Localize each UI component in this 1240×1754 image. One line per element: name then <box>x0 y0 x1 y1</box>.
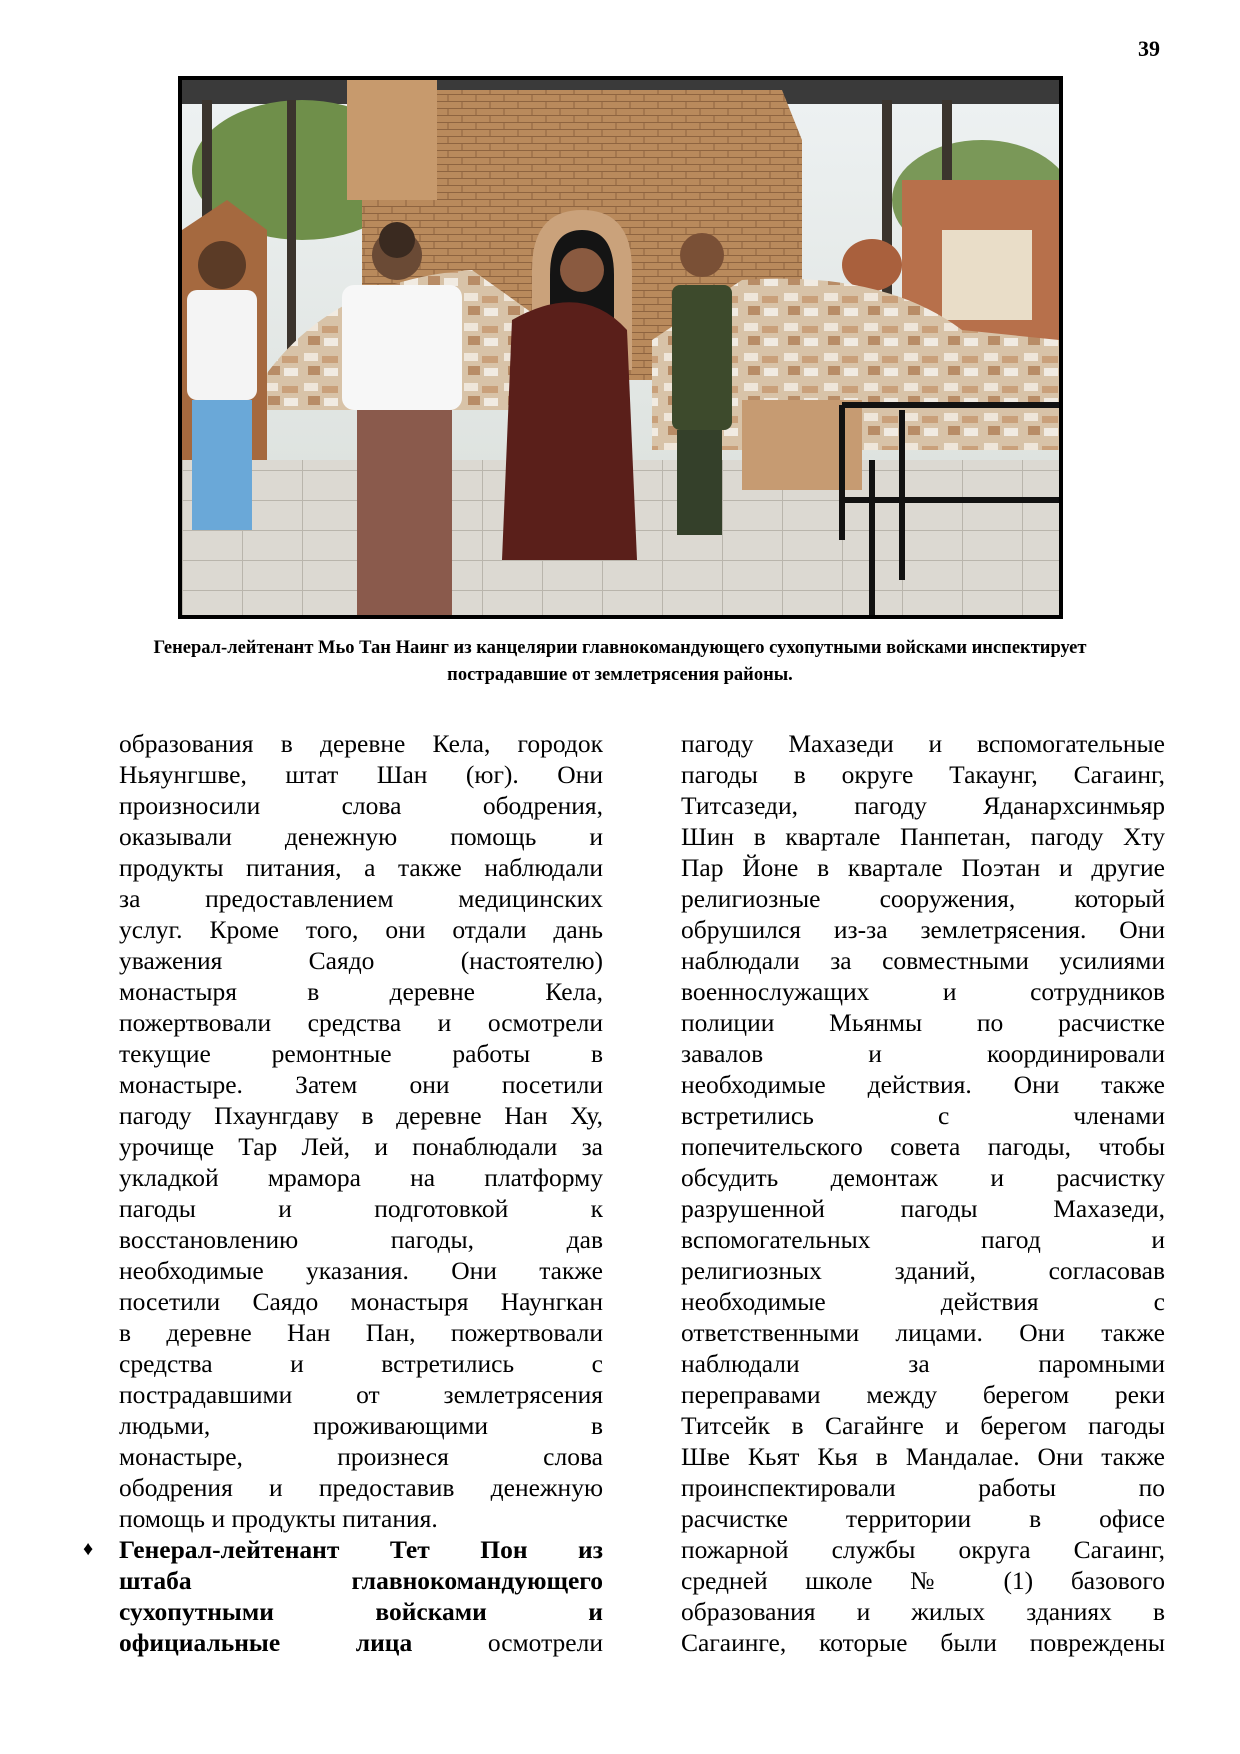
page-number: 39 <box>1138 36 1160 61</box>
text-line: пагоды в округе Такаунг, Сагаинг, <box>681 760 1165 789</box>
photo-earthquake-damaged-pagoda-icon <box>182 80 1059 615</box>
text-line: вспомогательных пагод и <box>681 1225 1165 1254</box>
text-line: ответственными лицами. Они также <box>681 1318 1165 1347</box>
bullet-line-2: штаба главнокомандующего <box>119 1566 603 1595</box>
text-line: пагоды и подготовкой к <box>119 1194 603 1223</box>
text-line: образования в деревне Кела, городок <box>119 729 603 758</box>
text-line: разрушенной пагоды Махазеди, <box>681 1194 1165 1223</box>
text-line: Титсазеди, пагоду Яданархсинмьяр <box>681 791 1165 820</box>
bullet-line-3: сухопутными войсками и <box>119 1597 603 1626</box>
text-line: пожарной службы округа Сагаинг, <box>681 1535 1165 1564</box>
text-line: уважения Саядо (настоятелю) <box>119 946 603 975</box>
text-line: обрушился из-за землетрясения. Они <box>681 915 1165 944</box>
text-line: необходимые действия с <box>681 1287 1165 1316</box>
bullet-line-4-normal: осмотрели <box>487 1628 603 1657</box>
text-line: урочище Тар Лей, и понаблюдали за <box>119 1132 603 1161</box>
text-line: продукты питания, а также наблюдали <box>119 853 603 882</box>
text-line: монастыре. Затем они посетили <box>119 1070 603 1099</box>
text-line: пострадавшими от землетрясения <box>119 1380 603 1409</box>
text-line: завалов и координировали <box>681 1039 1165 1068</box>
text-line: попечительского совета пагоды, чтобы <box>681 1132 1165 1161</box>
text-line: оказывали денежную помощь и <box>119 822 603 851</box>
text-line: Ньяунгшве, штат Шан (юг). Они <box>119 760 603 789</box>
text-line: услуг. Кроме того, они отдали дань <box>119 915 603 944</box>
text-line: ободрения и предоставив денежную <box>119 1473 603 1502</box>
text-line: за предоставлением медицинских <box>119 884 603 913</box>
text-line: Пар Йоне в квартале Поэтан и другие <box>681 853 1165 882</box>
text-line: восстановлению пагоды, дав <box>119 1225 603 1254</box>
text-line: обсудить демонтаж и расчистку <box>681 1163 1165 1192</box>
bullet-diamond-icon: ♦ <box>83 1538 94 1560</box>
text-line: наблюдали за паромными <box>681 1349 1165 1378</box>
text-line: монастыря в деревне Кела, <box>119 977 603 1006</box>
text-line: религиозных зданий, согласовав <box>681 1256 1165 1285</box>
text-line: пагоду Махазеди и вспомогательные <box>681 729 1165 758</box>
text-line: полиции Мьянмы по расчистке <box>681 1008 1165 1037</box>
text-line: в деревне Нан Пан, пожертвовали <box>119 1318 603 1347</box>
text-line: военнослужащих и сотрудников <box>681 977 1165 1006</box>
text-line: Шве Кьят Кья в Мандалае. Они также <box>681 1442 1165 1471</box>
text-line: Титсейк в Сагайнге и берегом пагоды <box>681 1411 1165 1440</box>
text-line: пагоду Пхаунгдаву в деревне Нан Ху, <box>119 1101 603 1130</box>
text-line: посетили Саядо монастыря Наунгкан <box>119 1287 603 1316</box>
text-line: монастыре, произнеся слова <box>119 1442 603 1471</box>
left-text-column <box>83 728 603 1658</box>
text-line: пожертвовали средства и осмотрели <box>119 1008 603 1037</box>
text-line: текущие ремонтные работы в <box>119 1039 603 1068</box>
text-line: средней школе № (1) базового <box>681 1566 1165 1595</box>
text-line: средства и встретились с <box>119 1349 603 1378</box>
text-line: необходимые указания. Они также <box>119 1256 603 1285</box>
news-photo <box>178 76 1063 619</box>
text-line: религиозные сооружения, который <box>681 884 1165 913</box>
text-line: переправами между берегом реки <box>681 1380 1165 1409</box>
text-line: Шин в квартале Панпетан, пагоду Хту <box>681 822 1165 851</box>
photo-caption <box>70 635 1170 689</box>
text-line: образования и жилых зданиях в <box>681 1597 1165 1626</box>
text-line: наблюдали за совместными усилиями <box>681 946 1165 975</box>
bullet-item <box>83 1534 603 1658</box>
text-line: необходимые действия. Они также <box>681 1070 1165 1099</box>
bullet-line-4 <box>119 1627 603 1658</box>
text-line: людьми, проживающими в <box>119 1411 603 1440</box>
bullet-line-4-bold: официальные лица <box>119 1628 413 1657</box>
bullet-line-1: Генерал-лейтенант Тет Пон из <box>119 1535 603 1564</box>
text-line: встретились с членами <box>681 1101 1165 1130</box>
text-line: Сагаинге, которые были повреждены <box>681 1628 1165 1657</box>
text-line: помощь и продукты питания. <box>119 1504 438 1533</box>
text-line: укладкой мрамора на платформу <box>119 1163 603 1192</box>
right-text-column <box>681 728 1165 1658</box>
text-line: проинспектировали работы по <box>681 1473 1165 1502</box>
text-line: произносили слова ободрения, <box>119 791 603 820</box>
caption-line-1: Генерал-лейтенант Мьо Тан Наинг из канцелярии главнокомандующего сухопутными войсками инспектирует <box>153 638 1087 658</box>
text-line: расчистке территории в офисе <box>681 1504 1165 1533</box>
caption-line-2: пострадавшие от землетрясения районы. <box>447 665 793 685</box>
